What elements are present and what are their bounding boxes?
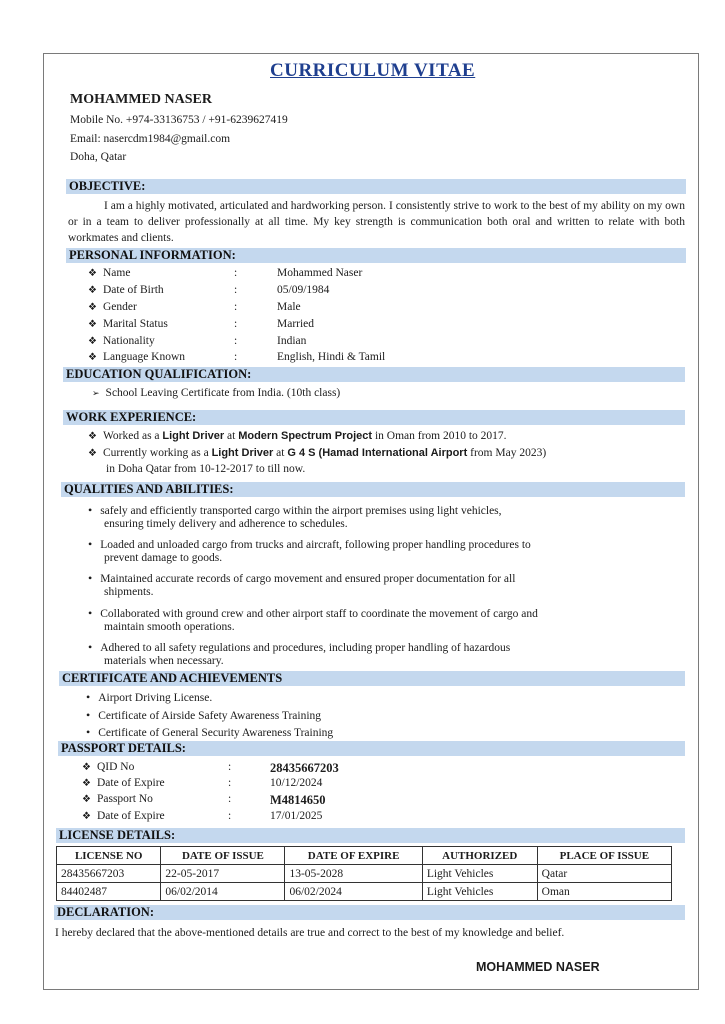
- work-item: ❖ Worked as a Light Driver at Modern Spectrum Project in Oman from 2010 to 2017.: [88, 430, 507, 442]
- list-item: ❖ Date of Expire: [82, 777, 165, 789]
- objective-heading: OBJECTIVE:: [66, 179, 686, 194]
- list-item: • Collaborated with ground crew and other airport staff to coordinate the movement of cargo and: [88, 606, 538, 620]
- license-heading: LICENSE DETAILS:: [56, 828, 685, 843]
- personal-value: Married: [277, 318, 315, 330]
- declaration-heading: DECLARATION:: [54, 905, 685, 920]
- list-item: • Airport Driving License.: [86, 690, 213, 704]
- table-cell: 13-05-2028: [285, 865, 422, 883]
- personal-value: Mohammed Naser: [277, 267, 363, 279]
- table-cell: Light Vehicles: [422, 883, 537, 901]
- list-item: ❖ Date of Birth: [88, 284, 164, 296]
- table-cell: 06/02/2014: [161, 883, 285, 901]
- passport-number: M4814650: [270, 793, 326, 807]
- table-header-row: [57, 847, 672, 865]
- personal-value: 05/09/1984: [277, 284, 330, 296]
- qid-expiry: 10/12/2024: [270, 777, 323, 789]
- work-heading: WORK EXPERIENCE:: [63, 410, 685, 425]
- education-heading: EDUCATION QUALIFICATION:: [63, 367, 685, 382]
- list-item: ❖ Passport No: [82, 793, 153, 805]
- list-item: ❖ QID No: [82, 761, 135, 773]
- list-item: • Maintained accurate records of cargo movement and ensured proper documentation for all: [88, 571, 516, 585]
- table-cell: 84402487: [57, 883, 161, 901]
- qualities-heading: QUALITIES AND ABILITIES:: [61, 482, 685, 497]
- table-cell: Light Vehicles: [422, 865, 537, 883]
- list-item: • Certificate of Airside Safety Awareness Training: [86, 708, 322, 722]
- personal-value: Male: [277, 301, 301, 313]
- table-cell: Qatar: [537, 865, 671, 883]
- education-item: ➢ School Leaving Certificate from India. (10th class): [92, 387, 341, 399]
- email-address: Email: nasercdm1984@gmail.com: [70, 133, 231, 145]
- mobile-number: Mobile No. +974-33136753 / +91-6239627419: [70, 114, 288, 126]
- license-table: [56, 846, 672, 901]
- location: Doha, Qatar: [70, 151, 127, 163]
- column-header: DATE OF EXPIRE: [285, 847, 422, 865]
- certificates-heading: CERTIFICATE AND ACHIEVEMENTS: [59, 671, 685, 686]
- declaration-text: I hereby declared that the above-mentioned details are true and correct to the best of my knowledge and belief.: [55, 927, 565, 939]
- list-item: • Certificate of General Security Awareness Training: [86, 725, 334, 739]
- list-item: • Loaded and unloaded cargo from trucks and aircraft, following proper handling procedures to: [88, 537, 531, 551]
- list-item: ❖ Marital Status: [88, 318, 168, 330]
- document-title: CURRICULUM VITAE: [270, 60, 476, 81]
- list-item: ❖ Language Known: [88, 351, 186, 363]
- table-row: [57, 883, 672, 901]
- candidate-name: MOHAMMED NASER: [70, 92, 212, 107]
- table-cell: 06/02/2024: [285, 883, 422, 901]
- list-item: ❖ Name: [88, 267, 131, 279]
- list-item: • safely and efficiently transported cargo within the airport premises using light vehicles,: [88, 503, 502, 517]
- objective-text: I am a highly motivated, articulated and hardworking person. I consistently strive to work to the best of my ability on my own or in a team to deliver professionally at all time. My key strength is communication both oral and written to relate with both workmates and clients.: [68, 200, 685, 244]
- list-item: ❖ Date of Expire: [82, 810, 165, 822]
- list-item: • Adhered to all safety regulations and procedures, including proper handling of hazardous: [88, 640, 511, 654]
- arrow-icon: ➢: [92, 388, 100, 398]
- signature-name: MOHAMMED NASER: [476, 960, 600, 974]
- column-header: DATE OF ISSUE: [161, 847, 285, 865]
- work-item-continued: in Doha Qatar from 10-12-2017 to till now.: [106, 463, 306, 475]
- list-item: ❖ Gender: [88, 301, 137, 313]
- column-header: AUTHORIZED: [422, 847, 537, 865]
- table-cell: Oman: [537, 883, 671, 901]
- passport-expiry: 17/01/2025: [270, 810, 323, 822]
- column-header: LICENSE NO: [57, 847, 161, 865]
- table-row: [57, 865, 672, 883]
- list-item: ❖ Nationality: [88, 335, 155, 347]
- personal-value: English, Hindi & Tamil: [277, 351, 386, 363]
- qid-number: 28435667203: [270, 761, 339, 775]
- passport-heading: PASSPORT DETAILS:: [58, 741, 685, 756]
- personal-heading: PERSONAL INFORMATION:: [66, 248, 686, 263]
- work-item: ❖ Currently working as a Light Driver at G 4 S (Hamad International Airport from May 2023): [88, 447, 547, 459]
- table-cell: 22-05-2017: [161, 865, 285, 883]
- column-header: PLACE OF ISSUE: [537, 847, 671, 865]
- table-cell: 28435667203: [57, 865, 161, 883]
- personal-value: Indian: [277, 335, 307, 347]
